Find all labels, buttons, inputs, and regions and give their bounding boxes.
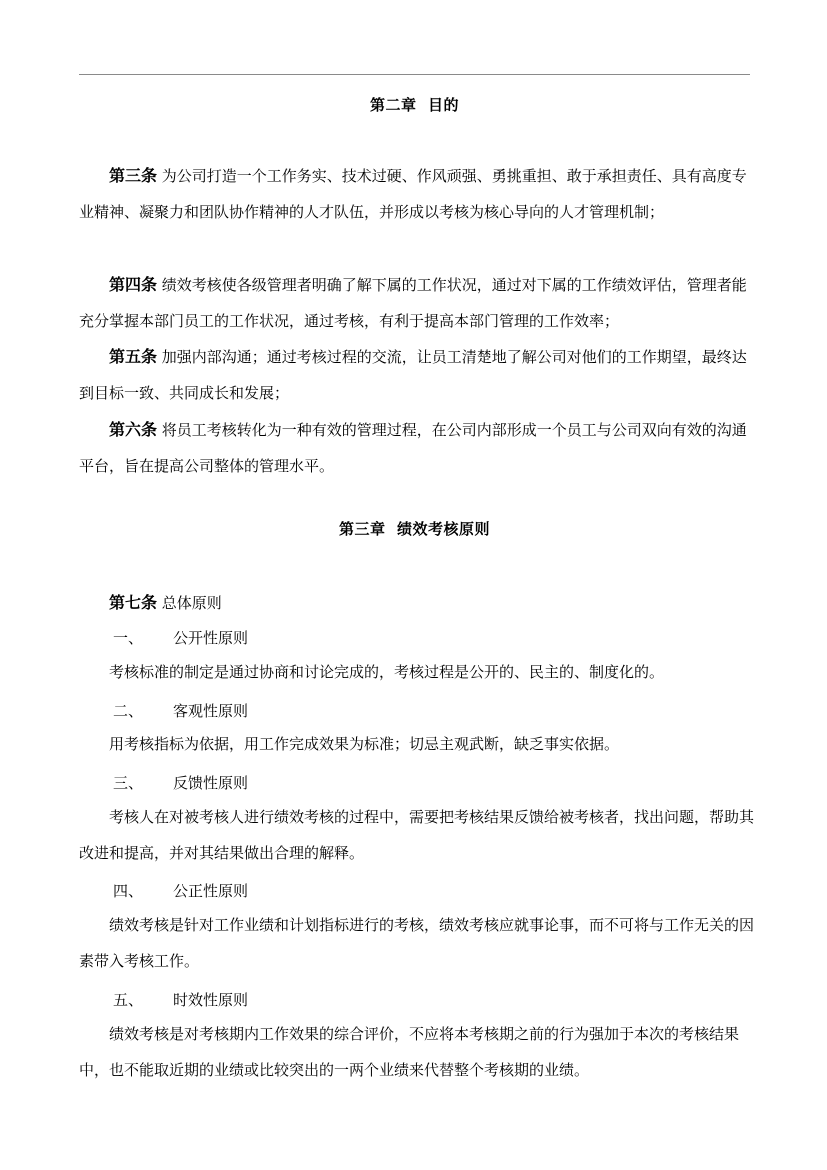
article-7-lead: 第七条	[109, 593, 158, 612]
principle-3-heading	[113, 772, 248, 793]
principle-4-number: 四、	[113, 882, 144, 900]
article-5-lead: 第五条	[109, 347, 158, 366]
principle-1-heading	[113, 627, 248, 648]
principle-3-desc: 考核人在对被考核人进行绩效考核的过程中，需要把考核结果反馈给被考核者，找出问题，帮助其改进和提高，并对其结果做出合理的解释。	[79, 808, 755, 862]
principle-1-desc: 考核标准的制定是通过协商和讨论完成的，考核过程是公开的、民主的、制度化的。	[109, 663, 665, 681]
principle-5-number: 五、	[113, 991, 144, 1009]
principle-2-number: 二、	[113, 702, 144, 720]
principle-4-name: 公正性原则	[173, 882, 249, 900]
chapter-2-title: 第二章 目的	[370, 96, 459, 114]
principle-5-name: 时效性原则	[173, 991, 249, 1009]
principle-1-name: 公开性原则	[173, 629, 249, 647]
article-4	[79, 267, 754, 339]
principle-2-name: 客观性原则	[173, 702, 249, 720]
principle-4-desc: 绩效考核是针对工作业绩和计划指标进行的考核，绩效考核应就事论事，而不可将与工作无关的因素带入考核工作。	[79, 916, 755, 970]
article-4-text: 绩效考核使各级管理者明确了解下属的工作状况，通过对下属的工作绩效评估，管理者能充分掌握本部门员工的工作状况，通过考核，有利于提高本部门管理的工作效率；	[79, 276, 747, 330]
principle-5-desc: 绩效考核是对考核期内工作效果的综合评价，不应将本考核期之前的行为强加于本次的考核结果中，也不能取近期的业绩或比较突出的一两个业绩来代替整个考核期的业绩。	[79, 1025, 740, 1079]
article-3-lead: 第三条	[109, 166, 158, 185]
principle-4-heading	[113, 880, 248, 901]
article-6	[79, 412, 754, 484]
article-5-text: 加强内部沟通；通过考核过程的交流，让员工清楚地了解公司对他们的工作期望，最终达到目标一致、共同成长和发展；	[79, 348, 747, 402]
principle-3-number: 三、	[113, 774, 144, 792]
principle-1-number: 一、	[113, 629, 144, 647]
article-7-text: 总体原则	[157, 594, 222, 612]
article-6-text: 将员工考核转化为一种有效的管理过程，在公司内部形成一个员工与公司双向有效的沟通平台，旨在提高公司整体的管理水平。	[79, 421, 747, 475]
article-6-lead: 第六条	[109, 420, 158, 439]
article-3	[79, 158, 754, 230]
principle-2-desc: 用考核指标为依据，用工作完成效果为标准；切忌主观武断，缺乏事实依据。	[109, 735, 620, 753]
article-7	[109, 590, 222, 613]
principle-5-heading	[113, 989, 248, 1010]
principle-3-name: 反馈性原则	[173, 774, 249, 792]
principle-2-heading	[113, 700, 248, 721]
article-4-lead: 第四条	[109, 275, 158, 294]
header-rule	[79, 74, 750, 75]
chapter-3-title: 第三章 绩效考核原则	[339, 520, 490, 538]
article-5	[79, 339, 754, 411]
article-3-text: 为公司打造一个工作务实、技术过硬、作风顽强、勇挑重担、敢于承担责任、具有高度专业精神、凝聚力和团队协作精神的人才队伍，并形成以考核为核心导向的人才管理机制；	[79, 167, 747, 221]
